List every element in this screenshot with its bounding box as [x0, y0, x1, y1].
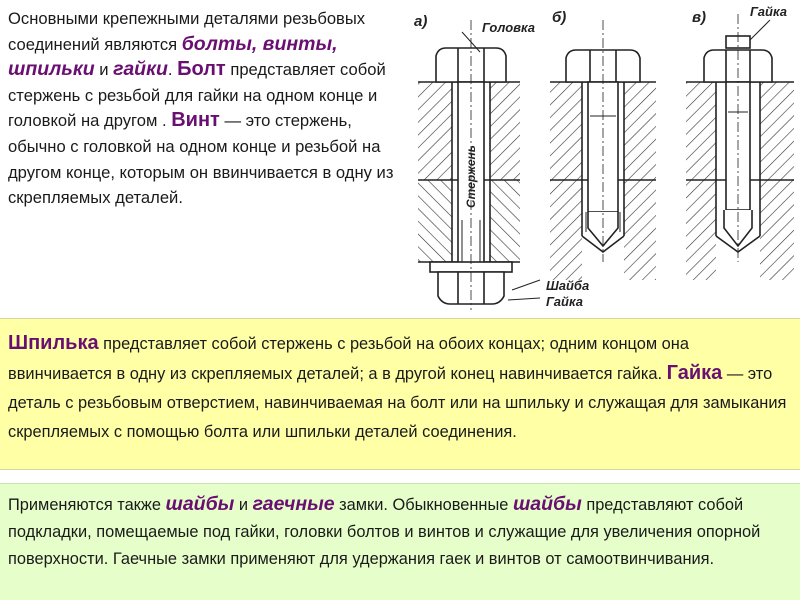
head-label: Головка: [482, 20, 535, 35]
intro-text: [8, 6, 400, 211]
stud-definition: представляет собой стержень с резьбой на обоих концах; одним концом она ввинчивается в одну из скрепляемых деталей; а в другой конец навинчивается гайка.: [8, 335, 689, 383]
bolt-term: Болт: [177, 58, 226, 81]
intro-period: .: [167, 60, 173, 80]
stud-term: Шпилька: [8, 332, 99, 354]
washer-label: Шайба: [546, 278, 590, 293]
screw-term: Винт: [171, 109, 220, 132]
nut-label-a: Гайка: [546, 294, 583, 309]
label-a: а): [414, 13, 428, 30]
and-word: и: [94, 60, 114, 80]
bolt-definition: представляет собой стержень с резьбой для гайки на одном конце и головкой на другом .: [8, 60, 386, 131]
washer-text-4: представляют собой подкладки, помещаемые под гайки, головки болтов и винтов и служащие для увеличения опорной поверхности. Гаечные замки применяют для удержания гаек и винтов от самоотвинчивания.: [8, 496, 761, 568]
washers-term: шайбы: [165, 493, 235, 515]
nut-label-c: Гайка: [750, 4, 787, 19]
nut-term: Гайка: [666, 362, 723, 384]
stud-figure: [686, 14, 794, 280]
fastener-types: болты, винты, шпильки: [8, 32, 338, 81]
stud-nut-box: [0, 318, 800, 470]
washer-text-1: Применяются также: [8, 496, 166, 514]
screw-definition: — это стержень, обычно с головкой на одном конце и резьбой на другом конце, которым он ввинчивается в одну из скрепляемых деталей.: [8, 111, 394, 208]
locks-term: гаечные: [252, 493, 335, 515]
washer-text-3: замки. Обыкновенные: [334, 496, 513, 514]
washers-term-2: шайбы: [512, 493, 582, 515]
shank-label: Стержень: [464, 145, 478, 208]
fastener-drawing: [400, 0, 800, 312]
screw-figure: [550, 20, 656, 280]
washer-text-2: и: [234, 496, 253, 514]
label-b: б): [552, 9, 567, 26]
bolt-figure: [418, 20, 540, 310]
intro-lead: Основными крепежными деталями резьбовых соединений являются: [8, 9, 366, 54]
washer-box: [0, 483, 800, 600]
nut-definition: — это деталь с резьбовым отверстием, навинчиваемая на болт или на шпильку и служащая для замыкания скрепляемых с помощью болта или шпильки деталей соединения.: [8, 365, 787, 441]
nuts-term: гайки: [113, 58, 168, 81]
label-c: в): [692, 9, 707, 26]
fastener-drawing-svg: [400, 0, 800, 312]
